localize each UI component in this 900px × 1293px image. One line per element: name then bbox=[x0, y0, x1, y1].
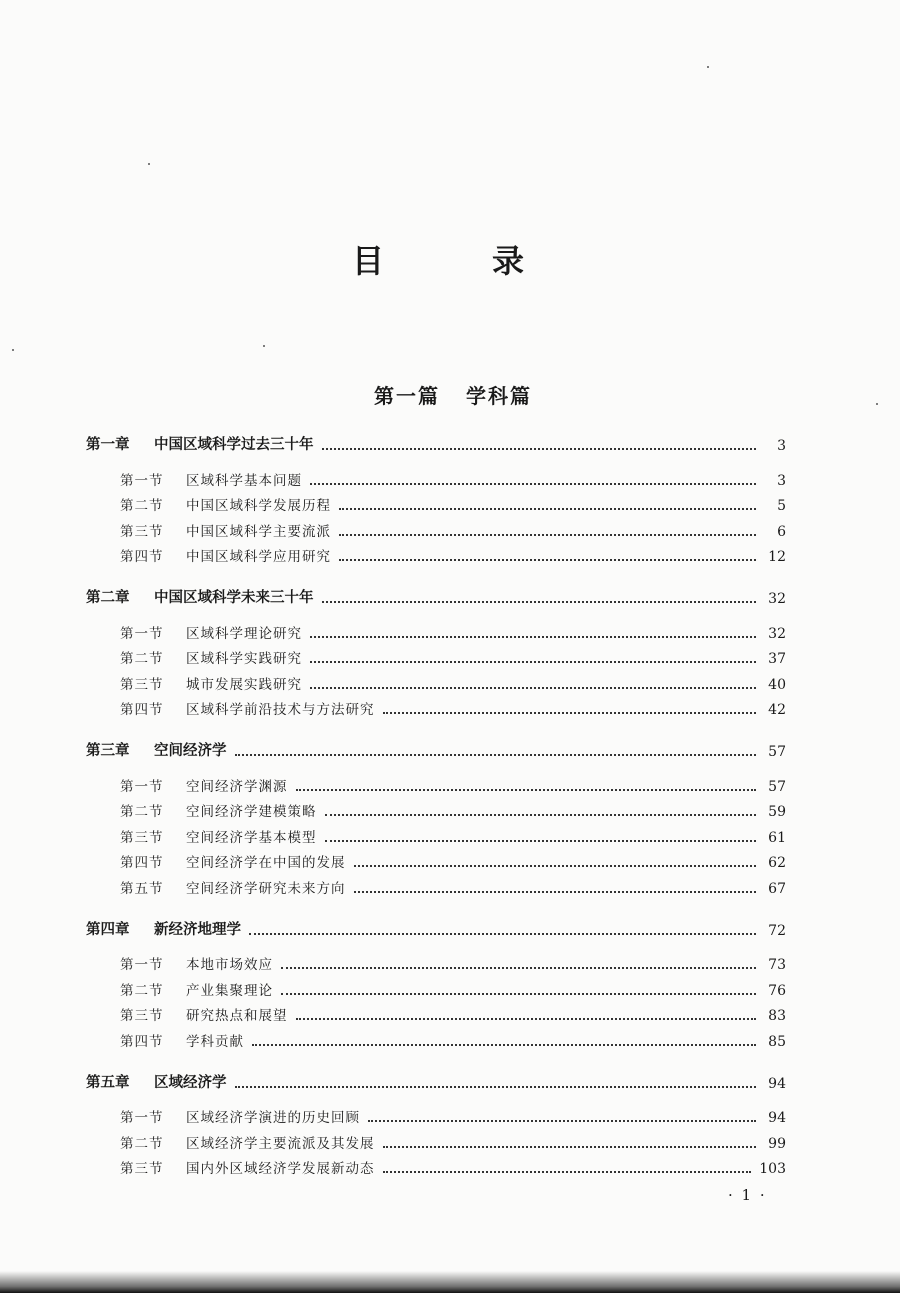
toc-chapter-entry[interactable] bbox=[86, 913, 786, 939]
part-title bbox=[0, 380, 900, 409]
chapter-title: 中国区域科学未来三十年 bbox=[154, 590, 314, 606]
chapter-page-number: 32 bbox=[768, 591, 786, 607]
section-title: 国内外区域经济学发展新动态 bbox=[186, 1161, 375, 1177]
chapter-page-number: 72 bbox=[768, 922, 786, 939]
section-number: 第三节 bbox=[120, 676, 164, 693]
toc-section-entry[interactable] bbox=[86, 973, 786, 999]
toc-section-entry[interactable] bbox=[86, 1152, 786, 1178]
dot-leader bbox=[354, 890, 757, 893]
section-number: 第四节 bbox=[120, 702, 164, 718]
dot-leader bbox=[310, 686, 756, 689]
section-page-number: 42 bbox=[768, 702, 786, 718]
scan-speck bbox=[876, 403, 878, 405]
section-number: 第三节 bbox=[120, 829, 164, 846]
toc-section-entry[interactable] bbox=[86, 667, 786, 693]
chapter-number: 第五章 bbox=[86, 1074, 130, 1091]
toc-section-entry[interactable] bbox=[86, 514, 786, 540]
chapter-number: 第四章 bbox=[86, 921, 130, 938]
dot-leader bbox=[322, 447, 757, 450]
part-name: 学科篇 bbox=[466, 384, 532, 408]
toc-section-entry[interactable] bbox=[86, 1101, 786, 1127]
section-number: 第一节 bbox=[120, 778, 164, 795]
toc-section-entry[interactable] bbox=[86, 948, 786, 974]
dot-leader bbox=[310, 482, 756, 485]
chapter-title: 区域经济学 bbox=[154, 1074, 227, 1091]
dot-leader bbox=[296, 788, 757, 791]
dot-leader bbox=[249, 932, 756, 935]
section-page-number: 94 bbox=[768, 1110, 786, 1126]
dot-leader bbox=[235, 1085, 757, 1088]
section-title: 城市发展实践研究 bbox=[186, 676, 302, 693]
section-title: 区域科学前沿技术与方法研究 bbox=[186, 702, 375, 718]
toc-section-entry[interactable] bbox=[86, 769, 786, 795]
part-label: 第一篇 bbox=[374, 384, 440, 408]
section-page-number: 76 bbox=[768, 982, 786, 999]
toc-section-entry[interactable] bbox=[86, 795, 786, 821]
toc-section-entry[interactable] bbox=[86, 846, 786, 872]
section-title: 空间经济学研究未来方向 bbox=[186, 880, 346, 897]
chapter-page-number: 94 bbox=[768, 1075, 786, 1092]
dot-leader bbox=[339, 558, 756, 561]
dot-leader bbox=[339, 533, 756, 536]
section-page-number: 6 bbox=[777, 523, 786, 540]
page-title: 目 录 bbox=[351, 242, 562, 280]
section-number: 第二节 bbox=[120, 651, 164, 667]
section-number: 第二节 bbox=[120, 1135, 164, 1152]
section-page-number: 103 bbox=[759, 1161, 786, 1177]
chapter-number: 第三章 bbox=[86, 743, 130, 759]
toc-chapter-entry[interactable] bbox=[86, 581, 786, 607]
dot-leader bbox=[235, 753, 757, 756]
section-title: 中国区域科学应用研究 bbox=[186, 549, 331, 565]
toc-section-entry[interactable] bbox=[86, 540, 786, 566]
dot-leader bbox=[281, 966, 756, 969]
toc-section-entry[interactable] bbox=[86, 463, 786, 489]
toc-section-entry[interactable] bbox=[86, 999, 786, 1025]
section-page-number: 57 bbox=[768, 778, 786, 795]
dot-leader bbox=[310, 660, 756, 663]
section-page-number: 32 bbox=[768, 625, 786, 642]
dot-leader bbox=[296, 1017, 757, 1020]
dot-leader bbox=[383, 1170, 752, 1173]
section-page-number: 59 bbox=[768, 804, 786, 820]
section-page-number: 73 bbox=[768, 957, 786, 973]
section-number: 第三节 bbox=[120, 1008, 164, 1024]
scan-shadow bbox=[0, 1271, 900, 1293]
section-number: 第二节 bbox=[120, 498, 164, 514]
scan-speck bbox=[12, 349, 14, 351]
chapter-title: 中国区域科学过去三十年 bbox=[154, 437, 314, 453]
section-title: 区域经济学演进的历史回顾 bbox=[186, 1110, 360, 1126]
section-title: 空间经济学建模策略 bbox=[186, 804, 317, 820]
section-title: 区域科学理论研究 bbox=[186, 625, 302, 642]
section-title: 空间经济学基本模型 bbox=[186, 829, 317, 846]
section-number: 第一节 bbox=[120, 957, 164, 973]
toc-section-entry[interactable] bbox=[86, 616, 786, 642]
page-number: · 1 · bbox=[728, 1186, 767, 1204]
section-title: 学科贡献 bbox=[186, 1033, 244, 1050]
section-number: 第四节 bbox=[120, 549, 164, 565]
toc-section-entry[interactable] bbox=[86, 642, 786, 668]
section-title: 空间经济学在中国的发展 bbox=[186, 855, 346, 871]
scan-speck bbox=[148, 163, 150, 165]
section-title: 空间经济学渊源 bbox=[186, 778, 288, 795]
section-page-number: 3 bbox=[777, 472, 786, 489]
chapter-title: 空间经济学 bbox=[154, 743, 227, 759]
chapter-number: 第二章 bbox=[86, 590, 130, 606]
section-number: 第一节 bbox=[120, 472, 164, 489]
section-title: 产业集聚理论 bbox=[186, 982, 273, 999]
dot-leader bbox=[325, 813, 757, 816]
dot-leader bbox=[368, 1119, 756, 1122]
dot-leader bbox=[339, 507, 756, 510]
toc-section-entry[interactable] bbox=[86, 693, 786, 719]
section-title: 区域科学实践研究 bbox=[186, 651, 302, 667]
chapter-title: 新经济地理学 bbox=[154, 921, 241, 938]
dot-leader bbox=[281, 992, 756, 995]
dot-leader bbox=[354, 864, 757, 867]
dot-leader bbox=[252, 1043, 756, 1046]
dot-leader bbox=[383, 1145, 757, 1148]
chapter-page-number: 57 bbox=[768, 744, 786, 760]
section-title: 区域经济学主要流派及其发展 bbox=[186, 1135, 375, 1152]
section-number: 第四节 bbox=[120, 855, 164, 871]
section-title: 区域科学基本问题 bbox=[186, 472, 302, 489]
section-page-number: 37 bbox=[768, 651, 786, 667]
toc-chapter-entry[interactable] bbox=[86, 734, 786, 760]
section-number: 第二节 bbox=[120, 804, 164, 820]
section-number: 第三节 bbox=[120, 1161, 164, 1177]
section-number: 第二节 bbox=[120, 982, 164, 999]
section-page-number: 61 bbox=[768, 829, 786, 846]
scan-speck bbox=[707, 66, 709, 68]
section-page-number: 62 bbox=[768, 855, 786, 871]
section-page-number: 99 bbox=[768, 1135, 786, 1152]
dot-leader bbox=[325, 839, 757, 842]
chapter-page-number: 3 bbox=[777, 438, 786, 454]
section-number: 第三节 bbox=[120, 523, 164, 540]
section-number: 第一节 bbox=[120, 1110, 164, 1126]
section-page-number: 40 bbox=[768, 676, 786, 693]
section-number: 第五节 bbox=[120, 880, 164, 897]
toc-section-entry[interactable] bbox=[86, 489, 786, 515]
scan-speck bbox=[263, 345, 265, 347]
toc-chapter-entry[interactable] bbox=[86, 1066, 786, 1092]
section-title: 本地市场效应 bbox=[186, 957, 273, 973]
dot-leader bbox=[310, 635, 756, 638]
table-of-contents bbox=[86, 428, 786, 1177]
section-title: 中国区域科学主要流派 bbox=[186, 523, 331, 540]
toc-section-entry[interactable] bbox=[86, 820, 786, 846]
section-page-number: 5 bbox=[777, 498, 786, 514]
toc-section-entry[interactable] bbox=[86, 1126, 786, 1152]
section-page-number: 12 bbox=[768, 549, 786, 565]
section-page-number: 67 bbox=[768, 880, 786, 897]
toc-section-entry[interactable] bbox=[86, 871, 786, 897]
section-page-number: 83 bbox=[768, 1008, 786, 1024]
dot-leader bbox=[322, 600, 757, 603]
section-title: 研究热点和展望 bbox=[186, 1008, 288, 1024]
section-number: 第四节 bbox=[120, 1033, 164, 1050]
dot-leader bbox=[383, 711, 757, 714]
toc-chapter-entry[interactable] bbox=[86, 428, 786, 454]
section-page-number: 85 bbox=[768, 1033, 786, 1050]
chapter-number: 第一章 bbox=[86, 437, 130, 453]
toc-section-entry[interactable] bbox=[86, 1024, 786, 1050]
section-title: 中国区域科学发展历程 bbox=[186, 498, 331, 514]
section-number: 第一节 bbox=[120, 625, 164, 642]
